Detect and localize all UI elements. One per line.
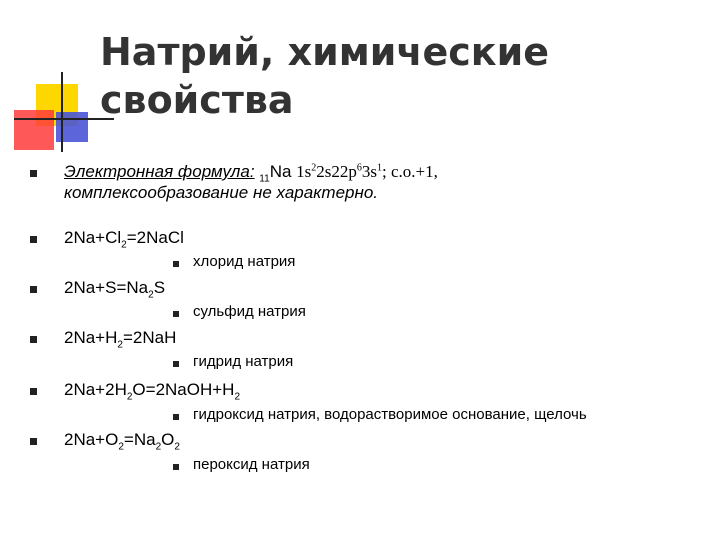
bullet-icon xyxy=(30,388,37,395)
electron-config: $1s^22s22p^63s^1$; с.о.+1, xyxy=(296,162,438,181)
product-name: гидрид натрия xyxy=(193,353,294,370)
sub-bullet-icon xyxy=(173,311,179,317)
product-name: хлорид натрия xyxy=(193,253,296,270)
reaction-equation: $2Na+2H_2O=2NaOH+H_2$ xyxy=(64,380,241,403)
bullet-icon xyxy=(30,286,37,293)
element-symbol: Na xyxy=(269,162,292,181)
reaction-equation: $2Na+H_2=2NaH$ xyxy=(64,328,177,351)
title-line-2: свойства xyxy=(100,78,294,122)
slide-title xyxy=(100,28,549,124)
decor-vertical-line xyxy=(61,72,63,152)
bullet-icon xyxy=(30,170,37,177)
sub-bullet-icon xyxy=(173,261,179,267)
decor-red-square xyxy=(14,110,54,150)
reaction-equation: $2Na+O_2=Na_2O_2$ xyxy=(64,430,180,453)
sub-bullet-icon xyxy=(173,464,179,470)
electron-formula-line xyxy=(64,162,438,185)
sub-bullet-icon xyxy=(173,414,179,420)
bullet-icon xyxy=(30,236,37,243)
bullet-icon xyxy=(30,438,37,445)
sub-bullet-icon xyxy=(173,361,179,367)
title-line-1: Натрий, химические xyxy=(100,30,549,74)
reaction-equation: $2Na+S=Na_2S$ xyxy=(64,278,166,301)
decor-horizontal-line xyxy=(14,118,114,120)
electron-formula-label: Электронная формула: xyxy=(64,162,255,181)
bullet-icon xyxy=(30,336,37,343)
product-name: гидроксид натрия, водорастворимое основание, щелочь xyxy=(193,406,587,423)
product-name: пероксид натрия xyxy=(193,456,310,473)
product-name: сульфид натрия xyxy=(193,303,306,320)
reaction-equation: $2Na+Cl_2=2NaCl$ xyxy=(64,228,184,251)
complex-formation-text: комплексообразование не характерно. xyxy=(64,183,379,202)
atomic-number: 11 xyxy=(259,173,270,185)
